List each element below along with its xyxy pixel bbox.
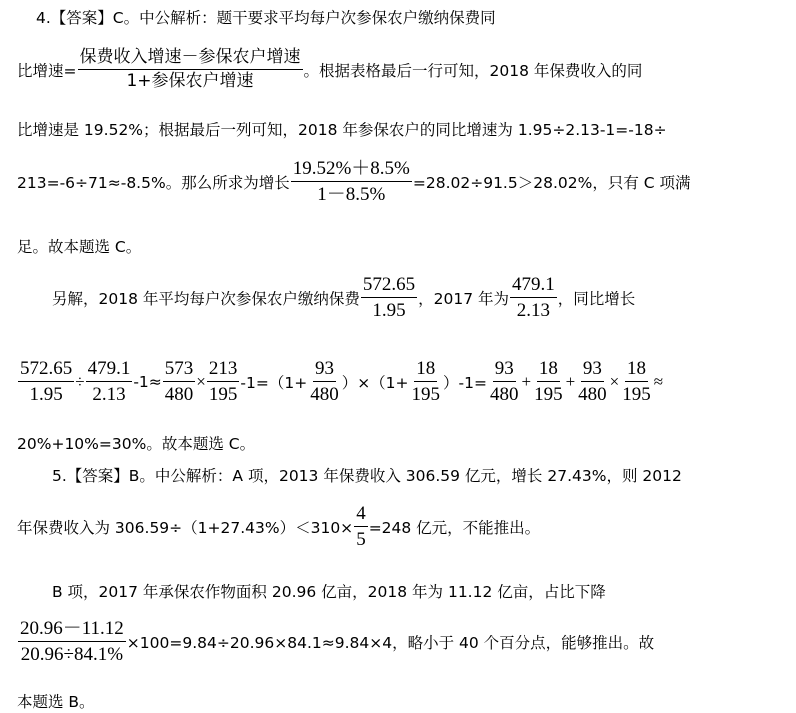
q4-line-1: 4.【答案】C。中公解析：题干要求平均每户次参保农户缴纳保费同: [36, 9, 496, 27]
eq-fraction: $\frac{479.1}{2.13}$: [87, 358, 131, 406]
eq-fraction: $\frac{93}{480}$: [578, 358, 607, 406]
four-fifths-fraction: $\frac{4}{5}$: [356, 503, 366, 551]
fraction-2018: $\frac{572.65}{1.95}$: [362, 274, 416, 322]
q4-line-5: 足。故本题选 C。: [17, 238, 142, 256]
eq-fraction: $\frac{18}{195}$: [622, 358, 651, 406]
area-drop-fraction: $\frac{20.96-11.12}{20.96\div 84.1\%}$: [20, 618, 124, 666]
eq-fraction: $\frac{572.65}{1.95}$: [20, 358, 73, 406]
q4-line-4: 213=-6÷71≈-8.5%。那么所求为增长 $\frac{19.52\%+8.5\%}{1-8.5\%}$ =28.02÷91.5＞28.02%，只有 C 项满: [17, 158, 691, 206]
result-fraction: $\frac{19.52\%+8.5\%}{1-8.5\%}$: [292, 158, 410, 206]
q5-line-2: 年保费收入为 306.59÷（1+27.43%）＜310× $\frac{4}{5}$ =248 亿元，不能推出。: [17, 503, 541, 551]
fraction-2017: $\frac{479.1}{2.13}$: [512, 274, 555, 322]
q4-line-2: 比增速= $\frac{\text{保费收入增速－参保农户增速}}{\text{1+参保农户增速}}$ 。根据表格最后一行可知，2018 年保费收入的同: [17, 47, 643, 92]
q5-line-4: $\frac{20.96-11.12}{20.96\div 84.1\%}$ ×100=9.84÷20.96×84.1≈9.84×4，略小于 40 个百分点，能够推出。故: [20, 618, 655, 666]
q4-line-8: 20%+10%=30%。故本题选 C。: [17, 435, 256, 453]
growth-formula-fraction: $\frac{\text{保费收入增速－参保农户增速}}{\text{1+参保农户增速}}$: [79, 47, 301, 92]
eq-fraction: $\frac{18}{195}$: [534, 358, 563, 406]
eq-fraction: $\frac{213}{195}$: [208, 358, 238, 406]
q5-line-1: 5.【答案】B。中公解析：A 项，2013 年保费收入 306.59 亿元，增长 27.43%，则 2012: [52, 467, 682, 485]
q4-line-6: 另解，2018 年平均每户次参保农户缴纳保费 $\frac{572.65}{1.95}$ ，2017 年为 $\frac{479.1}{2.13}$ ，同比增长: [52, 274, 636, 322]
eq-fraction: $\frac{93}{480}$: [489, 358, 519, 406]
eq-fraction: $\frac{573}{480}$: [164, 358, 194, 406]
q4-equation-line: $\frac{572.65}{1.95}$ ÷ $\frac{479.1}{2.13}$ -1≈ $\frac{573}{480}$ × $\frac{213}{195}$ -1=（1+ $\frac{93}{480}$ ）×（1+ $\frac{18}{195}$ ）-1= $\frac{93}{480}$ + $\frac{18}{195}$ + $\frac{93}{480}$ × $\frac{18}{195}$ ≈: [20, 358, 664, 406]
eq-fraction: $\frac{93}{480}$: [310, 358, 339, 406]
q5-line-3: B 项，2017 年承保农作物面积 20.96 亿亩，2018 年为 11.12 亿亩，占比下降: [52, 583, 606, 601]
q5-line-5: 本题选 B。: [17, 693, 95, 711]
eq-fraction: $\frac{18}{195}$: [411, 358, 441, 406]
q4-line-3: 比增速是 19.52%；根据最后一列可知，2018 年参保农户的同比增速为 1.95÷2.13-1=-18÷: [17, 121, 667, 139]
